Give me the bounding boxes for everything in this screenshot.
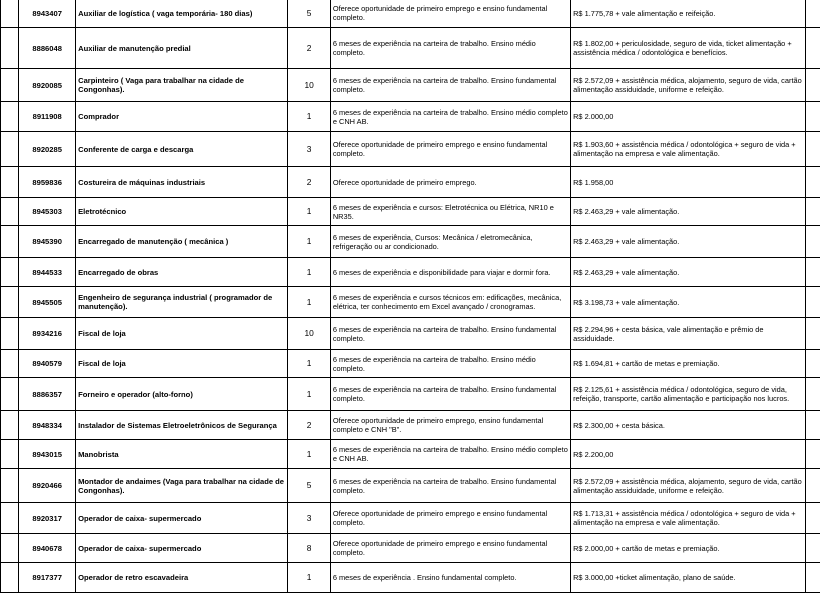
job-title: Comprador [76,102,288,132]
row-edge-cell [806,503,820,534]
table-row [1,258,820,287]
vacancy-count: 1 [288,287,330,318]
job-title: Eletrotécnico [76,198,288,226]
row-edge-cell [806,378,820,411]
row-edge-cell [806,226,820,258]
row-margin-cell [1,563,19,593]
row-edge-cell [806,198,820,226]
vacancy-count: 1 [288,226,330,258]
salary-benefits: R$ 1.958,00 [571,167,806,198]
vacancy-code: 8920085 [19,69,76,102]
vacancy-code: 8944533 [19,258,76,287]
vacancy-count: 2 [288,167,330,198]
job-title: Operador de caixa- supermercado [76,534,288,563]
table-row [1,503,820,534]
vacancy-count: 2 [288,411,330,440]
row-edge-cell [806,469,820,503]
requirements: 6 meses de experiência na carteira de trabalho. Ensino médio completo e CNH AB. [330,102,570,132]
vacancy-code: 8943407 [19,0,76,28]
table-row [1,198,820,226]
vacancy-code: 8945505 [19,287,76,318]
job-title: Operador de retro escavadeira [76,563,288,593]
salary-benefits: R$ 2.572,09 + assistência médica, alojamento, seguro de vida, cartão alimentação assiduidade, uniforme e refeição. [571,469,806,503]
salary-benefits: R$ 1.903,60 + assistência médica / odontológica + seguro de vida + alimentação na empresa e vale alimentação. [571,132,806,167]
job-title: Fiscal de loja [76,318,288,350]
job-title: Instalador de Sistemas Eletroeletrônicos de Segurança [76,411,288,440]
row-margin-cell [1,378,19,411]
salary-benefits: R$ 2.125,61 + assistência médica / odontológica, seguro de vida, refeição, transporte, cartão alimentação e participação nos lucros. [571,378,806,411]
vacancy-code: 8886357 [19,378,76,411]
table-row [1,469,820,503]
row-margin-cell [1,28,19,69]
job-title: Encarregado de manutenção ( mecânica ) [76,226,288,258]
row-margin-cell [1,258,19,287]
row-margin-cell [1,102,19,132]
requirements: 6 meses de experiência . Ensino fundamental completo. [330,563,570,593]
requirements: Oferece oportunidade de primeiro emprego e ensino fundamental completo. [330,132,570,167]
vacancy-code: 8948334 [19,411,76,440]
requirements: 6 meses de experiência na carteira de trabalho. Ensino fundamental completo. [330,69,570,102]
requirements: Oferece oportunidade de primeiro emprego e ensino fundamental completo. [330,503,570,534]
salary-benefits: R$ 2.463,29 + vale alimentação. [571,226,806,258]
row-margin-cell [1,440,19,469]
row-margin-cell [1,318,19,350]
row-margin-cell [1,167,19,198]
job-title: Auxiliar de logística ( vaga temporária- 180 dias) [76,0,288,28]
requirements: Oferece oportunidade de primeiro emprego e ensino fundamental completo. [330,534,570,563]
vacancy-count: 10 [288,69,330,102]
job-title: Costureira de máquinas industriais [76,167,288,198]
table-row [1,287,820,318]
table-row [1,102,820,132]
salary-benefits: R$ 1.802,00 + periculosidade, seguro de vida, ticket alimentação + assistência médica / odontológica e benefícios. [571,28,806,69]
salary-benefits: R$ 2.463,29 + vale alimentação. [571,258,806,287]
vacancy-code: 8917377 [19,563,76,593]
vacancy-count: 3 [288,503,330,534]
row-margin-cell [1,411,19,440]
job-title: Fiscal de loja [76,350,288,378]
vacancy-count: 5 [288,469,330,503]
vacancy-count: 1 [288,440,330,469]
vacancy-count: 3 [288,132,330,167]
row-edge-cell [806,563,820,593]
row-margin-cell [1,469,19,503]
salary-benefits: R$ 2.000,00 [571,102,806,132]
row-margin-cell [1,226,19,258]
row-margin-cell [1,350,19,378]
requirements: 6 meses de experiência na carteira de trabalho. Ensino médio completo. [330,28,570,69]
vacancy-code: 8920317 [19,503,76,534]
table-row [1,318,820,350]
job-title: Auxiliar de manutenção predial [76,28,288,69]
vacancy-code: 8920466 [19,469,76,503]
table-row [1,378,820,411]
row-margin-cell [1,534,19,563]
vacancy-code: 8940678 [19,534,76,563]
vacancy-count: 10 [288,318,330,350]
row-edge-cell [806,28,820,69]
row-edge-cell [806,411,820,440]
salary-benefits: R$ 1.694,81 + cartão de metas e premiação. [571,350,806,378]
salary-benefits: R$ 3.198,73 + vale alimentação. [571,287,806,318]
job-title: Montador de andaimes (Vaga para trabalhar na cidade de Congonhas). [76,469,288,503]
row-edge-cell [806,0,820,28]
row-margin-cell [1,503,19,534]
vacancy-count: 1 [288,350,330,378]
vacancy-code: 8959836 [19,167,76,198]
job-title: Forneiro e operador (alto-forno) [76,378,288,411]
job-listings-body [1,0,820,593]
requirements: 6 meses de experiência na carteira de trabalho. Ensino médio completo. [330,350,570,378]
salary-benefits: R$ 2.572,09 + assistência médica, alojamento, seguro de vida, cartão alimentação assiduidade, uniforme e refeição. [571,69,806,102]
vacancy-count: 1 [288,198,330,226]
table-row [1,132,820,167]
requirements: 6 meses de experiência e disponibilidade para viajar e dormir fora. [330,258,570,287]
row-margin-cell [1,287,19,318]
salary-benefits: R$ 2.463,29 + vale alimentação. [571,198,806,226]
vacancy-count: 1 [288,258,330,287]
vacancy-count: 2 [288,28,330,69]
vacancy-count: 8 [288,534,330,563]
vacancy-code: 8945390 [19,226,76,258]
row-margin-cell [1,198,19,226]
vacancy-code: 8943015 [19,440,76,469]
table-row [1,167,820,198]
table-row [1,350,820,378]
row-edge-cell [806,102,820,132]
job-title: Operador de caixa- supermercado [76,503,288,534]
row-edge-cell [806,287,820,318]
requirements: 6 meses de experiência na carteira de trabalho. Ensino fundamental completo. [330,469,570,503]
vacancy-count: 1 [288,563,330,593]
vacancy-count: 1 [288,378,330,411]
vacancy-code: 8940579 [19,350,76,378]
table-row [1,440,820,469]
row-edge-cell [806,132,820,167]
table-row [1,411,820,440]
requirements: 6 meses de experiência na carteira de trabalho. Ensino médio completo e CNH AB. [330,440,570,469]
requirements: 6 meses de experiência na carteira de trabalho. Ensino fundamental completo. [330,318,570,350]
vacancy-code: 8886048 [19,28,76,69]
requirements: Oferece oportunidade de primeiro emprego e ensino fundamental completo. [330,0,570,28]
salary-benefits: R$ 2.200,00 [571,440,806,469]
vacancy-code: 8911908 [19,102,76,132]
salary-benefits: R$ 1.775,78 + vale alimentação e reifeição. [571,0,806,28]
requirements: 6 meses de experiência e cursos técnicos em: edificações, mecânica, elétrica, ter conhecimento em Excel avançado / cronogramas. [330,287,570,318]
table-row [1,563,820,593]
requirements: 6 meses de experiência e cursos: Eletrotécnica ou Elétrica, NR10 e NR35. [330,198,570,226]
vacancy-code: 8934216 [19,318,76,350]
table-row [1,534,820,563]
table-row [1,0,820,28]
row-margin-cell [1,132,19,167]
row-edge-cell [806,69,820,102]
salary-benefits: R$ 2.300,00 + cesta básica. [571,411,806,440]
row-margin-cell [1,0,19,28]
row-margin-cell [1,69,19,102]
job-title: Conferente de carga e descarga [76,132,288,167]
row-edge-cell [806,167,820,198]
row-edge-cell [806,350,820,378]
salary-benefits: R$ 2.000,00 + cartão de metas e premiação. [571,534,806,563]
row-edge-cell [806,258,820,287]
job-title: Manobrista [76,440,288,469]
table-row [1,69,820,102]
table-row [1,226,820,258]
requirements: 6 meses de experiência na carteira de trabalho. Ensino fundamental completo. [330,378,570,411]
vacancy-count: 1 [288,102,330,132]
salary-benefits: R$ 1.713,31 + assistência médica / odontológica + seguro de vida + alimentação na empresa e vale alimentação. [571,503,806,534]
row-edge-cell [806,534,820,563]
vacancy-count: 5 [288,0,330,28]
salary-benefits: R$ 3.000,00 +ticket alimentação, plano de saúde. [571,563,806,593]
salary-benefits: R$ 2.294,96 + cesta básica, vale alimentação e prêmio de assiduidade. [571,318,806,350]
vacancy-code: 8945303 [19,198,76,226]
table-row [1,28,820,69]
row-edge-cell [806,318,820,350]
vacancy-code: 8920285 [19,132,76,167]
requirements: Oferece oportunidade de primeiro emprego. [330,167,570,198]
job-title: Encarregado de obras [76,258,288,287]
job-title: Carpinteiro ( Vaga para trabalhar na cidade de Congonhas). [76,69,288,102]
row-edge-cell [806,440,820,469]
job-title: Engenheiro de segurança industrial ( programador de manutenção). [76,287,288,318]
requirements: 6 meses de experiência, Cursos: Mecânica / eletromecânica, refrigeração ou ar condicionado. [330,226,570,258]
requirements: Oferece oportunidade de primeiro emprego, ensino fundamental completo e CNH "B". [330,411,570,440]
